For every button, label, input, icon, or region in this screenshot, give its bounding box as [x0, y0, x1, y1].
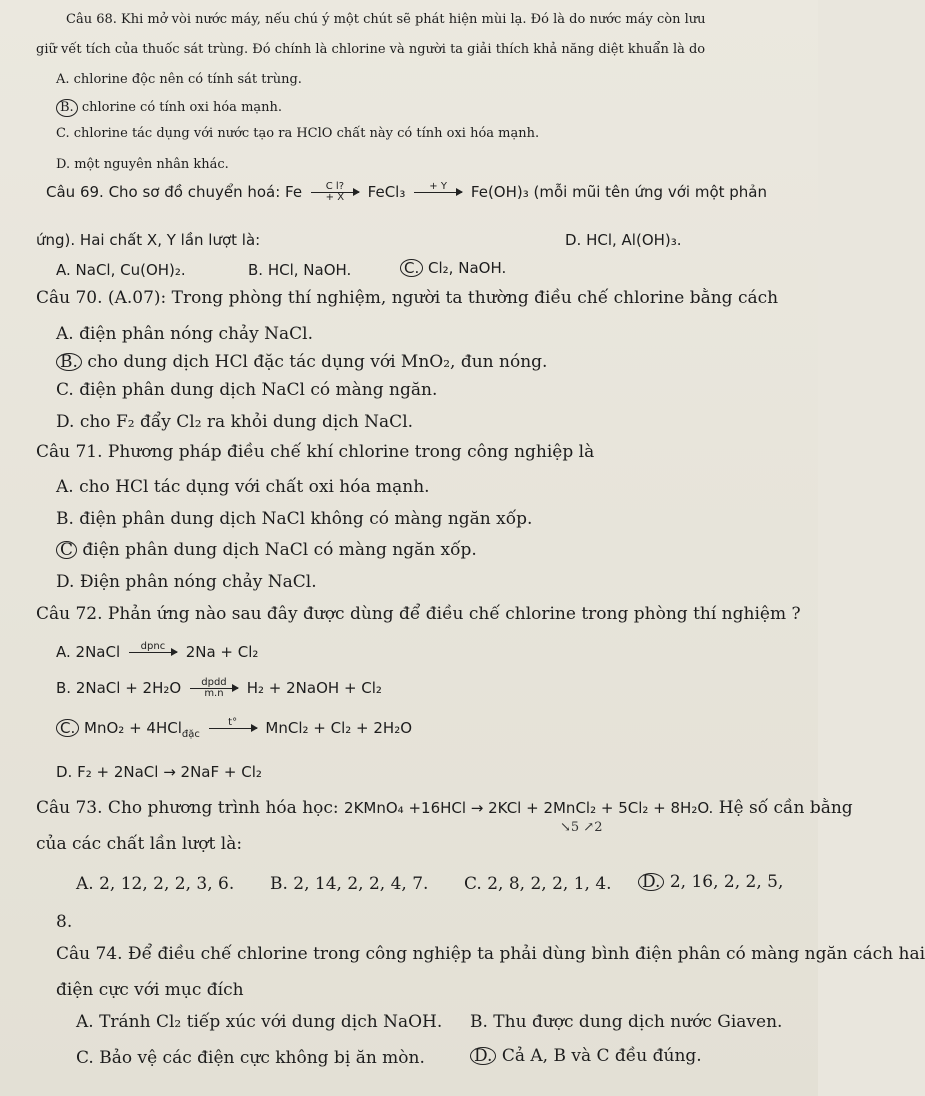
q69-option-b: B. HCl, NaOH. [248, 261, 352, 279]
q71-option-d: D. Điện phân nóng chảy NaCl. [56, 572, 317, 592]
q72-b-arrow [190, 678, 238, 699]
q68-option-b-text: chlorine có tính oxi hóa mạnh. [81, 100, 283, 115]
q69-option-a: A. NaCl, Cu(OH)₂. [56, 261, 186, 279]
q71-stem: Câu 71. Phương pháp điều chế khí chlorine trong công nghiệp là [36, 442, 595, 462]
arrow-icon [311, 192, 359, 193]
q69-arrow1-bot: + X [325, 192, 345, 203]
q73-lead: Câu 73. Cho phương trình hóa học: [36, 798, 339, 818]
q72-a-condition: dpnc [140, 641, 166, 652]
q73-option-b: B. 2, 14, 2, 2, 4, 7. [270, 874, 429, 894]
q72-b-products: H₂ + 2NaOH + Cl₂ [246, 679, 382, 697]
q71-option-c-text: điện phân dung dịch NaCl có màng ngăn xốp. [82, 540, 477, 560]
q68-stem-line2: giữ vết tích của thuốc sát trùng. Đó chính là chlorine và người ta giải thích khả năng diệt khuẩn là do [36, 42, 706, 57]
q73-option-c: C. 2, 8, 2, 2, 1, 4. [464, 874, 612, 894]
arrow-icon [190, 688, 238, 689]
q70-option-b [56, 352, 547, 372]
q69-mid: FeCl₃ [367, 183, 406, 201]
q69-stem-line1 [46, 182, 767, 203]
q73-option-d [638, 872, 783, 892]
q72-option-b [56, 678, 382, 699]
q69-stem-line2: ứng). Hai chất X, Y lần lượt là: [36, 231, 261, 249]
q72-option-d: D. F₂ + 2NaCl → 2NaF + Cl₂ [56, 763, 262, 781]
q72-b-condition-top: dpdd [201, 677, 227, 688]
q73-stem-line1 [36, 798, 853, 818]
q72-a-reactants: A. 2NaCl [56, 643, 121, 661]
q72-a-products: 2Na + Cl₂ [185, 643, 259, 661]
q70-option-a: A. điện phân nóng chảy NaCl. [56, 324, 314, 344]
q71-answer-mark: C [56, 541, 77, 559]
q68-option-c: C. chlorine tác dụng với nước tạo ra HClO chất này có tính oxi hóa mạnh. [56, 126, 540, 141]
q74-option-d-text: Cả A, B và C đều đúng. [501, 1046, 702, 1066]
q70-option-c: C. điện phân dung dịch NaCl có màng ngăn. [56, 380, 438, 400]
q71-option-a: A. cho HCl tác dụng với chất oxi hóa mạnh. [56, 477, 430, 497]
q74-option-a: A. Tránh Cl₂ tiếp xúc với dung dịch NaOH. [76, 1012, 443, 1032]
q72-b-reactants: B. 2NaCl + 2H₂O [56, 679, 182, 697]
q74-stem-line2: điện cực với mục đích [56, 980, 244, 1000]
q68-stem-line1: Câu 68. Khi mở vòi nước máy, nếu chú ý một chút sẽ phát hiện mùi lạ. Đó là do nước máy còn lưu [66, 12, 706, 27]
q72-c-arrow [209, 718, 257, 739]
q68-option-b [56, 98, 282, 118]
q69-option-c [400, 258, 506, 278]
q72-stem: Câu 72. Phản ứng nào sau đây được dùng để điều chế chlorine trong phòng thí nghiệm ? [36, 604, 801, 624]
q72-answer-mark: C. [56, 719, 79, 737]
q68-answer-mark: B. [56, 99, 78, 117]
q74-option-d [470, 1046, 702, 1066]
q68-option-d: D. một nguyên nhân khác. [56, 157, 229, 172]
q72-option-a [56, 642, 258, 663]
q73-tail: Hệ số cần bằng [718, 798, 853, 818]
q68-option-a: A. chlorine độc nên có tính sát trùng. [56, 72, 302, 87]
arrow-icon [129, 652, 177, 653]
q72-c-subscript: đặc [181, 729, 200, 740]
q72-c-products: MnCl₂ + Cl₂ + 2H₂O [265, 719, 413, 737]
q73-stem-line2: của các chất lần lượt là: [36, 834, 243, 854]
q73-option-d-text: 2, 16, 2, 2, 5, [669, 872, 784, 892]
q74-stem-line1: Câu 74. Để điều chế chlorine trong công nghiệp ta phải dùng bình điện phân có màng ngăn cách hai [56, 944, 925, 964]
q73-option-a: A. 2, 12, 2, 2, 3, 6. [76, 874, 235, 894]
arrow-icon [209, 728, 257, 729]
q73-option-d-continued: 8. [56, 912, 73, 932]
q69-arrow2-top: + Y [429, 181, 447, 192]
q71-option-c [56, 540, 477, 560]
q70-answer-mark: B. [56, 353, 82, 371]
q72-c-reactants: MnO₂ + 4HCl [84, 719, 182, 737]
q72-c-condition: t° [228, 717, 238, 728]
q69-option-c-text: Cl₂, NaOH. [428, 259, 507, 277]
q72-b-condition-bottom: m.n [204, 688, 224, 699]
q69-arrow1-top: C l? [325, 181, 344, 192]
q70-option-d: D. cho F₂ đẩy Cl₂ ra khỏi dung dịch NaCl. [56, 412, 414, 432]
q69-answer-mark: C. [400, 259, 423, 277]
q74-option-b: B. Thu được dung dịch nước Giaven. [470, 1012, 783, 1032]
q71-option-b: B. điện phân dung dịch NaCl không có màng ngăn xốp. [56, 509, 533, 529]
q69-lead: Câu 69. Cho sơ đồ chuyển hoá: Fe [46, 183, 303, 201]
arrow-icon [414, 192, 462, 193]
q73-answer-mark: D. [638, 873, 664, 891]
q69-option-d: D. HCl, Al(OH)₃. [565, 231, 682, 249]
q72-option-c [56, 718, 412, 745]
q72-a-arrow [129, 642, 177, 663]
q74-option-c: C. Bảo vệ các điện cực không bị ăn mòn. [76, 1048, 425, 1068]
q69-arrow1 [311, 182, 359, 203]
q73-handwritten-note: ↘5 ↗2 [560, 820, 603, 835]
q69-arrow2 [414, 182, 462, 203]
q73-equation: 2KMnO₄ +16HCl → 2KCl + 2MnCl₂ + 5Cl₂ + 8H₂O. [344, 799, 714, 817]
q70-stem: Câu 70. (A.07): Trong phòng thí nghiệm, người ta thường điều chế chlorine bằng cách [36, 288, 779, 308]
q74-answer-mark: D. [470, 1047, 496, 1065]
q70-option-b-text: cho dung dịch HCl đặc tác dụng với MnO₂, đun nóng. [87, 352, 548, 372]
q69-tail: Fe(OH)₃ (mỗi mũi tên ứng với một phản [470, 183, 768, 201]
